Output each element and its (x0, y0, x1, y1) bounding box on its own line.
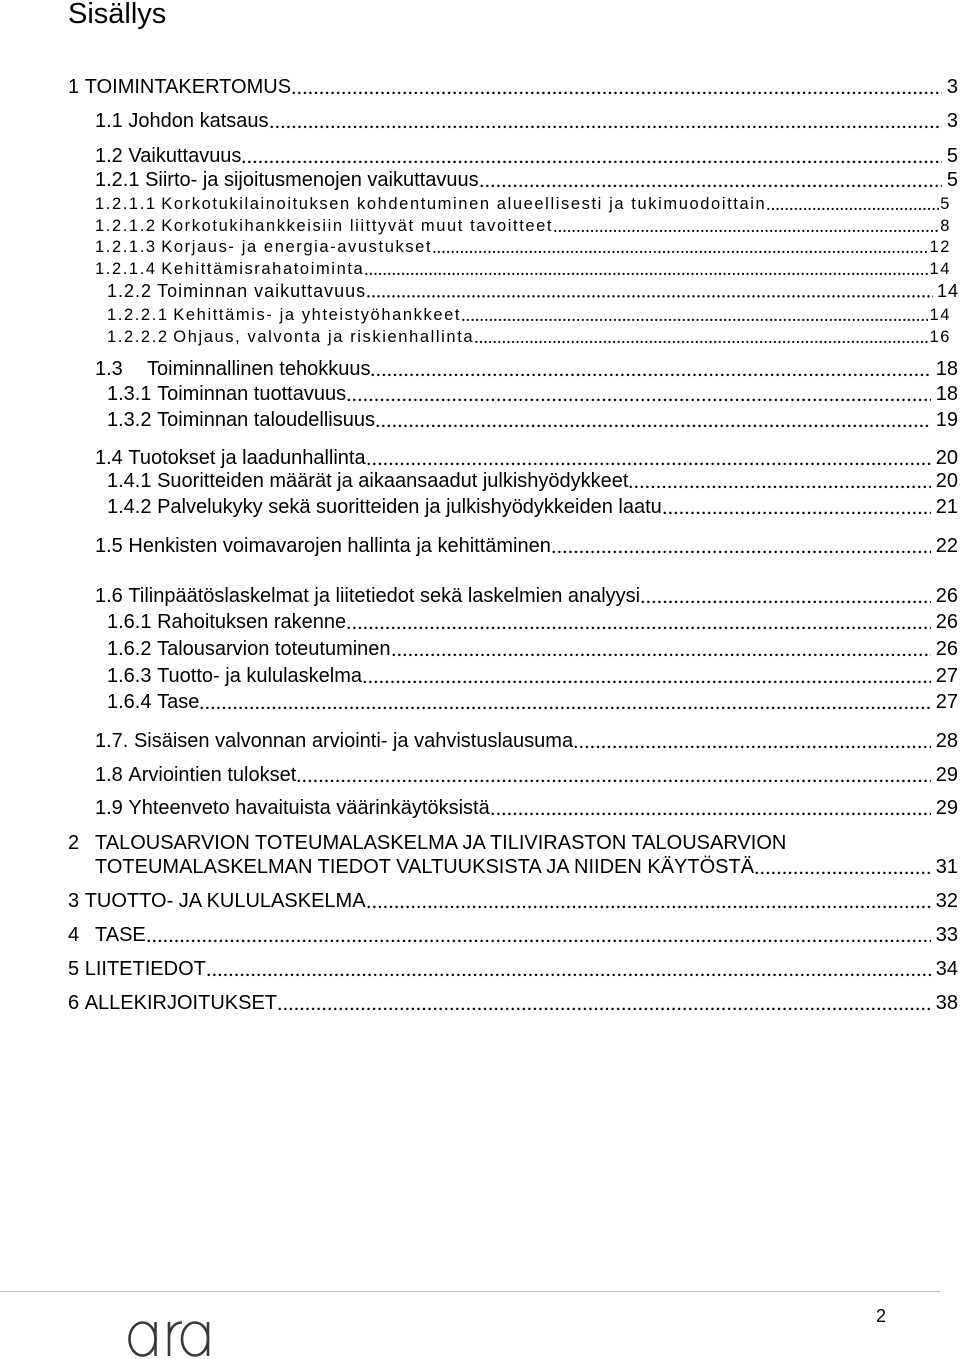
toc-entry-title: Korjaus- ja energia-avustukset (161, 238, 433, 256)
toc-entry-1-9[interactable] (95, 796, 958, 820)
toc-entry-number: 1.3.2 (107, 409, 152, 431)
toc-entry-number: 1.6.4 (107, 691, 152, 713)
toc-dot-leader (432, 237, 928, 257)
toc-entry-page: 3 (946, 76, 958, 98)
toc-entry-title: Tase (157, 691, 200, 713)
toc-dot-leader (370, 357, 930, 381)
toc-dot-leader (296, 763, 930, 787)
toc-dot-leader (573, 729, 931, 753)
toc-entry-1-1[interactable] (95, 109, 958, 133)
toc-entry-number: 1.2.1 (95, 169, 140, 191)
toc-entry-number: 1 (68, 76, 80, 98)
toc-entry-number: 1.3 (95, 358, 123, 380)
toc-dot-leader (662, 495, 931, 519)
toc-entry-title: Rahoituksen rakenne (157, 611, 347, 633)
toc-entry-title: Tilinpäätöslaskelmat ja liitetiedot sekä laskelmien analyysi (128, 585, 641, 607)
toc-dot-leader (474, 327, 928, 347)
toc-entry-page: 38 (935, 992, 958, 1014)
toc-entry-1-2[interactable] (95, 144, 958, 168)
toc-dot-leader (366, 446, 931, 470)
toc-dot-leader (364, 259, 928, 279)
toc-entry-title: TOIMINTAKERTOMUS (84, 76, 292, 98)
toc-entry-title: TASE (95, 924, 146, 946)
toc-entry-title: Toiminnallinen tehokkuus (147, 358, 371, 380)
toc-entry-number: 1.9 (95, 797, 123, 819)
toc-entry-1-6-2[interactable] (107, 637, 958, 661)
toc-entry-number: 1.6.3 (107, 665, 152, 687)
toc-entry-number: 1.4.2 (107, 496, 152, 518)
toc-entry-title: Vaikuttavuus (128, 145, 242, 167)
toc-entry-number: 1.2.1.2 (95, 217, 157, 235)
toc-entry-number: 1.4 (95, 447, 123, 469)
toc-entry-number: 1.7. (95, 730, 129, 752)
toc-entry-title: Tuotokset ja laadunhallinta (128, 447, 366, 469)
toc-entry-title-continued: TOTEUMALASKELMAN TIEDOT VALTUUKSISTA JA NIIDEN KÄYTÖSTÄ (95, 856, 755, 878)
toc-entry-page: 8 (940, 217, 951, 235)
toc-entry-1-4-1[interactable] (107, 469, 958, 493)
toc-dot-leader (391, 637, 931, 661)
toc-dot-leader (754, 855, 931, 879)
footer-divider (0, 1291, 940, 1292)
toc-dot-leader (146, 923, 931, 947)
toc-entry-1-3-1[interactable] (107, 382, 958, 406)
toc-entry-page: 12 (929, 238, 951, 256)
toc-entry-page: 27 (935, 665, 958, 687)
toc-entry-1-6-3[interactable] (107, 664, 958, 688)
toc-dot-leader (206, 957, 931, 981)
toc-entry-number: 3 (68, 890, 80, 912)
toc-entry-number: 2 (68, 832, 80, 854)
toc-entry-number: 1.8 (95, 764, 123, 786)
toc-entry-page: 27 (935, 691, 958, 713)
toc-entry-page: 18 (935, 383, 958, 405)
toc-entry-page: 18 (935, 358, 958, 380)
toc-entry-number: 1.2.2.1 (107, 306, 169, 324)
toc-entry-title: Tuotto- ja kululaskelma (157, 665, 362, 687)
toc-entry-1-4[interactable] (95, 446, 958, 470)
toc-entry-page: 14 (936, 281, 959, 301)
toc-entry-title: Henkisten voimavarojen hallinta ja kehittäminen (128, 535, 551, 557)
toc-entry-title: Korkotukilainoituksen kohdentuminen alueellisesti ja tukimuodoittain (161, 195, 767, 213)
toc-entry-number: 1.6.2 (107, 638, 152, 660)
toc-entry-number: 1.4.1 (107, 470, 152, 492)
toc-entry-title: Toiminnan taloudellisuus (157, 409, 375, 431)
toc-entry-title: Korkotukihankkeisiin liittyvät muut tavoitteet (161, 217, 554, 235)
toc-entry-1-2-1[interactable] (95, 168, 958, 192)
toc-entry-number: 6 (68, 992, 80, 1014)
toc-entry-1-2-2-1[interactable] (107, 305, 951, 325)
toc-entry-6[interactable] (68, 991, 958, 1015)
toc-entry-3[interactable] (68, 889, 958, 913)
toc-entry-page: 22 (935, 535, 958, 557)
ara-logo (128, 1318, 212, 1358)
toc-entry-number: 1.2.2.2 (107, 328, 169, 346)
toc-entry-1-6-4[interactable] (107, 690, 958, 714)
toc-entry-title: Yhteenveto havaituista väärinkäytöksistä (128, 797, 490, 819)
toc-entry-title: Toiminnan tuottavuus (157, 383, 347, 405)
toc-entry-page: 26 (935, 611, 958, 633)
toc-dot-leader (551, 534, 931, 558)
toc-entry-title: LIITETIEDOT (84, 958, 206, 980)
toc-entry-page: 26 (935, 585, 958, 607)
toc-entry-1-8[interactable] (95, 763, 958, 787)
page-title: Sisällys (68, 0, 167, 30)
toc-entry-number: 4 (68, 924, 80, 946)
toc-dot-leader (479, 168, 942, 192)
toc-entry-page: 33 (935, 924, 958, 946)
toc-entry-page: 14 (929, 260, 951, 278)
toc-dot-leader (366, 889, 931, 913)
toc-entry-title: Palvelukyky sekä suoritteiden ja julkishyödykkeiden laatu (157, 496, 662, 518)
toc-entry-4[interactable] (68, 923, 958, 947)
toc-entry-number: 1.2.2 (107, 281, 153, 301)
toc-entry-title: Kehittämis- ja yhteistyöhankkeet (173, 306, 462, 324)
toc-dot-leader (490, 796, 931, 820)
toc-entry-1-3-2[interactable] (107, 408, 958, 432)
toc-dot-leader (553, 216, 939, 236)
toc-entry-page: 5 (946, 169, 958, 191)
toc-dot-leader (461, 305, 928, 325)
page-number: 2 (876, 1306, 887, 1326)
toc-entry-page: 5 (946, 145, 958, 167)
toc-entry-number: 1.3.1 (107, 383, 152, 405)
toc-dot-leader (640, 584, 931, 608)
toc-dot-leader (291, 75, 942, 99)
toc-entry-1[interactable] (68, 75, 958, 99)
toc-entry-page: 29 (935, 764, 958, 786)
toc-dot-leader (766, 194, 939, 214)
toc-entry-1-2-1-3[interactable] (95, 237, 951, 257)
toc-entry-page: 28 (935, 730, 958, 752)
toc-entry-number: 1.2 (95, 145, 123, 167)
toc-entry-1-7[interactable] (95, 729, 958, 753)
toc-entry-title: ALLEKIRJOITUKSET (84, 992, 277, 1014)
toc-entry-title: Kehittämisrahatoiminta (161, 260, 365, 278)
toc-entry-page: 20 (935, 470, 958, 492)
toc-entry-page: 29 (935, 797, 958, 819)
toc-entry-page: 16 (929, 328, 951, 346)
toc-entry-number: 1.2.1.3 (95, 238, 157, 256)
toc-dot-leader (241, 144, 941, 168)
toc-entry-title: Siirto- ja sijoitusmenojen vaikuttavuus (145, 169, 479, 191)
toc-entry-title: Arviointien tulokset (128, 764, 297, 786)
toc-entry-page: 19 (935, 409, 958, 431)
toc-entry-title: TALOUSARVION TOTEUMALASKELMA JA TILIVIRASTON TALOUSARVION (95, 832, 787, 854)
toc-dot-leader (375, 408, 931, 432)
toc-entry-page: 20 (935, 447, 958, 469)
toc-entry-number: 1.2.1.4 (95, 260, 157, 278)
toc-entry-1-3[interactable] (95, 357, 958, 381)
toc-entry-page: 5 (940, 195, 951, 213)
toc-entry-page: 34 (935, 958, 958, 980)
toc-entry-1-2-2-2[interactable] (107, 327, 951, 347)
toc-entry-page: 32 (935, 890, 958, 912)
toc-entry-second-line (95, 855, 958, 879)
toc-entry-first-line (68, 831, 786, 855)
toc-entry-1-6[interactable] (95, 584, 958, 608)
toc-entry-title: Johdon katsaus (128, 110, 269, 132)
toc-entry-number: 5 (68, 958, 80, 980)
toc-entry-title: Talousarvion toteutuminen (157, 638, 391, 660)
toc-dot-leader (628, 469, 930, 493)
toc-entry-1-6-1[interactable] (107, 610, 958, 634)
toc-entry-title: TUOTTO- JA KULULASKELMA (84, 890, 366, 912)
toc-entry-page: 31 (935, 856, 958, 878)
toc-entry-title: Ohjaus, valvonta ja riskienhallinta (173, 328, 475, 346)
toc-entry-page: 3 (946, 110, 958, 132)
toc-dot-leader (346, 610, 931, 634)
toc-entry-page: 26 (935, 638, 958, 660)
toc-entry-1-5[interactable] (95, 534, 958, 558)
toc-entry-title: Sisäisen valvonnan arviointi- ja vahvistuslausuma (133, 730, 574, 752)
toc-dot-leader (277, 991, 931, 1015)
toc-entry-number: 1.6 (95, 585, 123, 607)
toc-entry-page: 14 (929, 306, 951, 324)
toc-entry-number: 1.2.1.1 (95, 195, 157, 213)
toc-dot-leader (362, 664, 931, 688)
toc-entry-number: 1.6.1 (107, 611, 152, 633)
toc-entry-page: 21 (935, 496, 958, 518)
toc-entry-1-4-2[interactable] (107, 495, 958, 519)
toc-dot-leader (346, 382, 931, 406)
toc-entry-number: 1.5 (95, 535, 123, 557)
toc-dot-leader (366, 280, 933, 302)
toc-entry-title: Suoritteiden määrät ja aikaansaadut julkishyödykkeet (157, 470, 629, 492)
toc-entry-title: Toiminnan vaikuttavuus (157, 281, 367, 301)
toc-entry-5[interactable] (68, 957, 958, 981)
toc-entry-1-2-2[interactable] (107, 280, 959, 302)
toc-entry-number: 1.1 (95, 110, 123, 132)
toc-dot-leader (269, 109, 942, 133)
toc-entry-1-2-1-1[interactable] (95, 194, 951, 214)
toc-dot-leader (199, 690, 930, 714)
toc-entry-1-2-1-2[interactable] (95, 216, 951, 236)
toc-entry-1-2-1-4[interactable] (95, 259, 951, 279)
